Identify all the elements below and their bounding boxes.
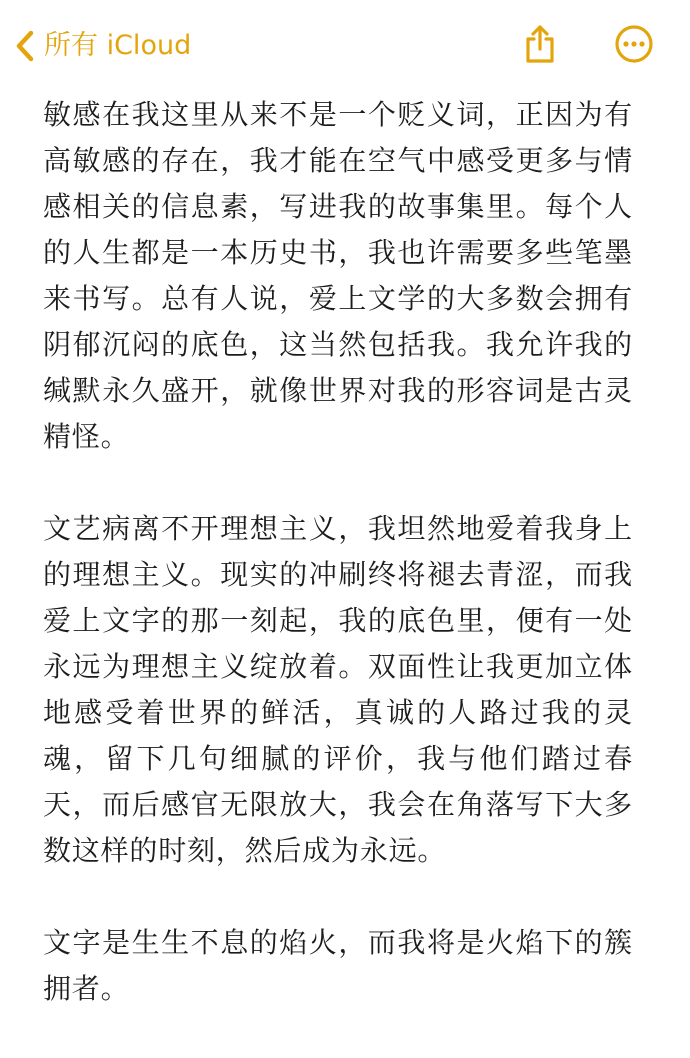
share-icon <box>523 24 557 68</box>
note-paragraph: 敏感在我这里从来不是一个贬义词，正因为有高敏感的存在，我才能在空气中感受更多与情感相关的信息素，写进我的故事集里。每个人的人生都是一本历史书，我也许需要多些笔墨来书写。总有人说，爱上文学的大多数会拥有阴郁沉闷的底色，这当然包括我。我允许我的缄默永久盛开，就像世界对我的形容词是古灵精怪。 <box>43 98 633 453</box>
note-paragraph: 文字是生生不息的焰火，而我将是火焰下的簇拥者。 <box>43 926 633 1005</box>
note-paragraph: 文艺病离不开理想主义，我坦然地爱着我身上的理想主义。现实的冲刷终将褪去青涩，而我爱上文字的那一刻起，我的底色里，便有一处永远为理想主义绽放着。双面性让我更加立体地感受着世界的鲜活，真诚的人路过我的灵魂，留下几句细腻的评价，我与他们踏过春天，而后感官无限放大，我会在角落写下大多数这样的时刻，然后成为永远。 <box>43 512 633 867</box>
share-button[interactable] <box>518 24 562 68</box>
note-body[interactable] <box>43 92 633 1058</box>
navigation-bar <box>0 0 690 92</box>
back-label: 所有 iCloud <box>44 30 192 61</box>
back-button[interactable] <box>16 26 191 66</box>
more-button[interactable] <box>612 24 656 68</box>
ellipsis-circle-icon <box>614 24 654 68</box>
chevron-left-icon <box>16 30 34 62</box>
